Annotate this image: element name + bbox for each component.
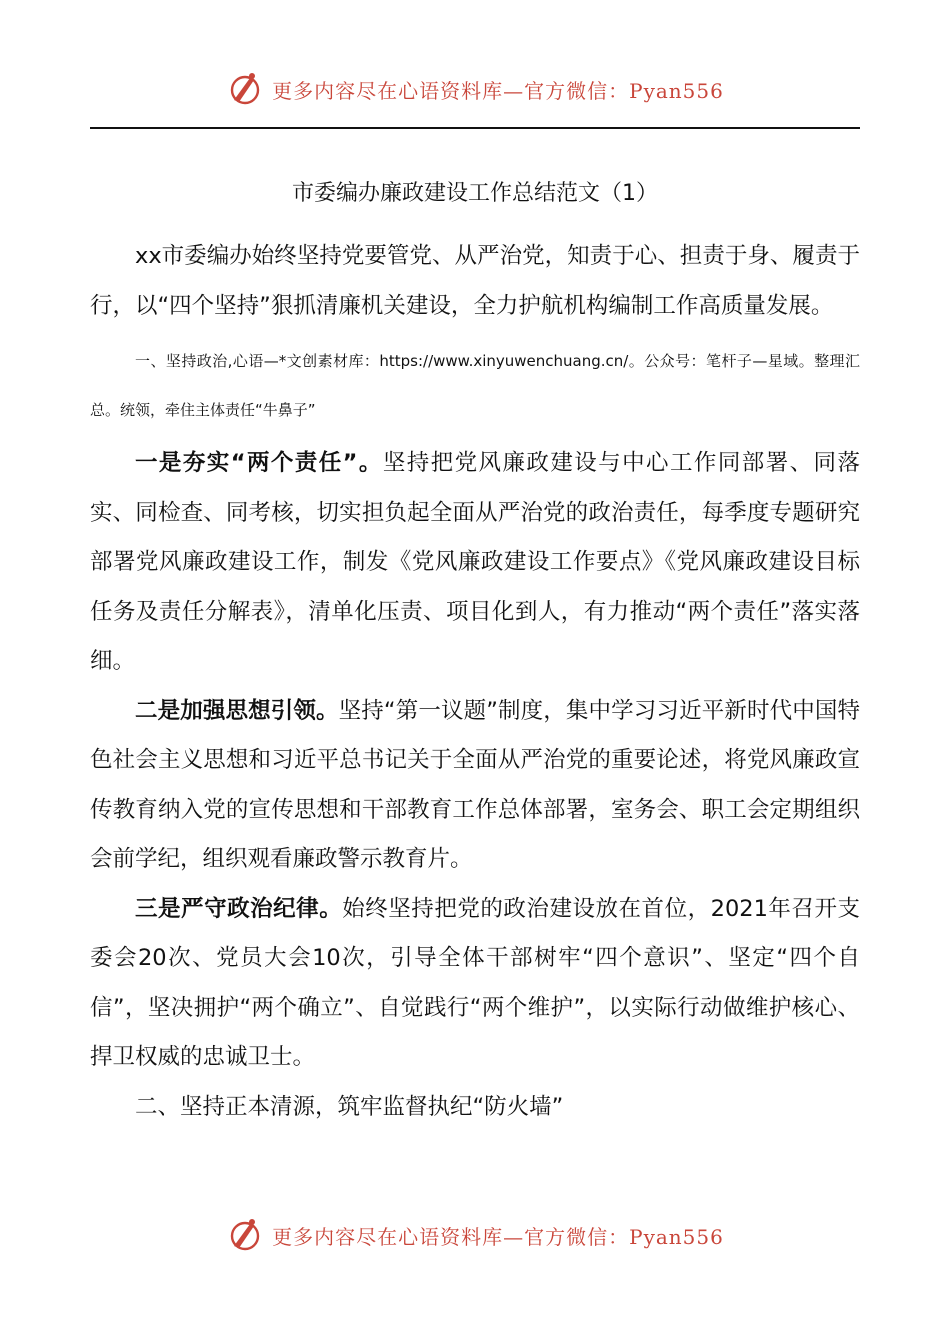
header-watermark [0, 70, 950, 108]
footer-watermark [0, 1216, 950, 1254]
item3-body: 始终坚持把党的政治建设放在首位，2021年召开支委会20次、党员大会10次，引导全体干部树牢“四个意识”、坚定“四个自信”，坚决拥护“两个确立”、自觉践行“两个维护”，以实际行动做维护核心、捍卫权威的忠诚卫士。 [90, 895, 860, 1070]
document-title: 市委编办廉政建设工作总结范文（1） [292, 181, 658, 206]
intro-paragraph: xx市委编办始终坚持党要管党、从严治党，知责于心、担责于身、履责于行，以“四个坚持”狠抓清廉机关建设，全力护航机构编制工作高质量发展。 [90, 243, 860, 319]
item3-lead: 三是严守政治纪律。 [135, 895, 343, 922]
item2-paragraph [90, 687, 860, 885]
section2-heading: 二、坚持正本清源，筑牢监督执纪“防火墙” [135, 1093, 564, 1120]
pen-circle-logo-icon [226, 70, 264, 108]
section1-heading: 一、坚持政治,心语—*文创素材库：https://www.xinyuwenchuang.cn/。公众号：笔杆子—星域。整理汇总。统领，牵住主体责任“牛鼻子” [90, 352, 860, 419]
pen-circle-logo-icon [226, 1216, 264, 1254]
item1-paragraph [90, 439, 860, 687]
header-watermark-text: 更多内容尽在心语资料库—官方微信：Pyan556 [272, 78, 724, 103]
footer-watermark-text: 更多内容尽在心语资料库—官方微信：Pyan556 [272, 1224, 724, 1249]
header-divider [90, 127, 860, 129]
item1-body: 坚持把党风廉政建设与中心工作同部署、同落实、同检查、同考核，切实担负起全面从严治党的政治责任，每季度专题研究部署党风廉政建设工作，制发《党风廉政建设工作要点》《党风廉政建设目标任务及责任分解表》，清单化压责、项目化到人，有力推动“两个责任”落实落细。 [90, 450, 860, 674]
item3-paragraph [90, 885, 860, 1083]
item1-lead: 一是夯实“两个责任”。 [135, 450, 383, 476]
document-body [90, 232, 860, 1132]
item2-lead: 二是加强思想引领。 [135, 697, 339, 724]
item2-body: 坚持“第一议题”制度，集中学习习近平新时代中国特色社会主义思想和习近平总书记关于全面从严治党的重要论述，将党风廉政宣传教育纳入党的宣传思想和干部教育工作总体部署，室务会、职工会定期组织会前学纪，组织观看廉政警示教育片。 [90, 697, 860, 872]
